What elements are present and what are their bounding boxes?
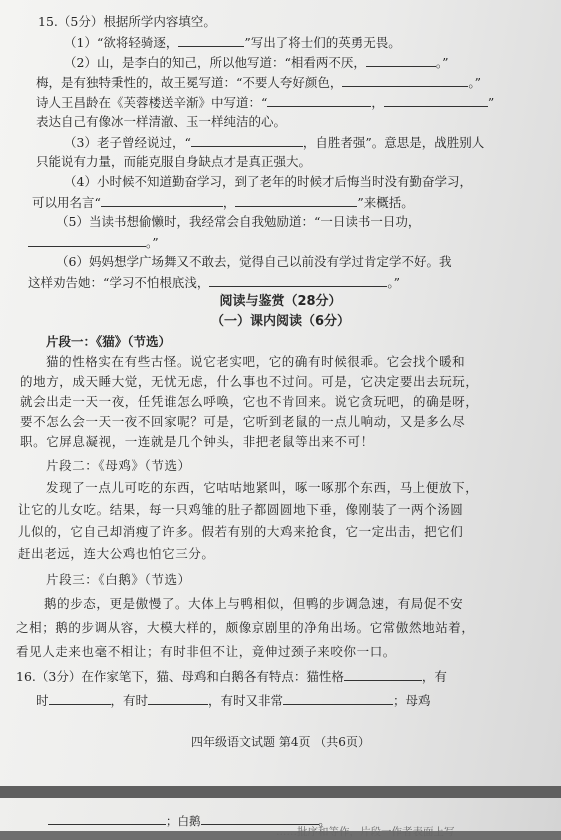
answer-blank xyxy=(209,274,387,287)
answer-blank xyxy=(267,94,371,107)
answer-blank xyxy=(283,692,393,705)
q15-item-5-line2: 。” xyxy=(28,234,159,251)
q16-line1: 16.（3分）在作家笔下，猫、母鸡和白鹅各有特点：猫性格 ，有 xyxy=(16,669,447,684)
fragment-3-line: 鹅的步态，更是傲慢了。大体上与鸭相似，但鸭的步调急速，有局促不安 xyxy=(44,596,464,611)
fragment-1-line: 职。它屏息凝视，一连就是几个钟头，非把老鼠等出来不可！ xyxy=(20,434,374,449)
answer-blank xyxy=(366,54,436,67)
answer-blank xyxy=(28,234,146,247)
q15-item-3-line2: 只能说有力量，而能克服自身缺点才是真正强大。 xyxy=(36,154,312,169)
q15-item-5: （5）当读书想偷懒时，我经常会自我勉励道：“一日读书一日功， xyxy=(56,214,421,229)
answer-blank xyxy=(344,668,422,681)
answer-blank xyxy=(148,692,208,705)
fragment-1-line: 就会出走一天一夜，任凭谁怎么呼唤，它也不肯回来。说它贪玩吧，的确是呀， xyxy=(20,394,479,409)
fragment-3-line: 之相；鹅的步调从容，大模大样的，颇像京剧里的净角出场。它常傲然地站着， xyxy=(16,620,475,635)
fragment-1-line: 的地方，成天睡大觉，无忧无虑，什么事也不过问。可是，它决定要出去玩玩， xyxy=(20,374,479,389)
q15-item-6-line2: 这样劝告她：“学习不怕根底浅， 。” xyxy=(28,275,401,290)
q16-line2: 时 ，有时 ，有时又非常 ；母鸡 xyxy=(36,693,431,708)
answer-blank xyxy=(235,194,357,207)
answer-blank xyxy=(101,194,223,207)
q15-heading: 15.（5分）根据所学内容填空。 xyxy=(38,14,216,29)
next-exam-page xyxy=(0,798,561,838)
fragment-1-line: 要不怎么会一天一夜不回家呢？可是，它听到老鼠的一点儿响动，又是多么尽 xyxy=(20,414,466,429)
answer-blank xyxy=(384,94,488,107)
q15-item-4: （4）小时候不知道勤奋学习，到了老年的时候才后悔当时没有勤奋学习， xyxy=(64,174,472,189)
answer-blank xyxy=(48,812,166,825)
fragment-3-line: 看见人走来也毫不相让；有时非但不让，竟伸过颈子来咬你一口。 xyxy=(16,644,396,659)
q15-item-1: （1）“欲将轻骑逐， ”写出了将士们的英勇无畏。 xyxy=(64,35,401,50)
answer-blank xyxy=(178,34,244,47)
next-page-cut-text: ……批序和等作，片段一作者表面上写 xyxy=(276,826,455,838)
fragment-3-title: 片段三：《白鹅》（节选） xyxy=(46,572,191,587)
answer-blank xyxy=(191,134,303,147)
next-page-partial-line: ；白鹅 。 xyxy=(48,812,330,829)
fragment-1-title: 片段一：《猫》（节选） xyxy=(46,334,172,349)
fragment-2-line: 让它的儿女吃。结果，每一只鸡雏的肚子都圆圆地下垂，像刚装了一两个汤圆 xyxy=(18,502,464,517)
page-gap xyxy=(0,786,561,798)
fragment-2-title: 片段二：《母鸡》（节选） xyxy=(46,458,191,473)
fragment-2-line: 儿似的，它自己却消瘦了许多。假若有别的大鸡来抢食，它一定出击，把它们 xyxy=(18,524,464,539)
q15-item-2-line2: 梅，是有独特秉性的，故王冕写道：“不要人夸好颜色， 。” xyxy=(36,75,482,90)
answer-blank xyxy=(342,74,468,87)
page-footer: 四年级语文试题 第4页 （共6页） xyxy=(191,735,370,749)
fragment-1-line: 猫的性格实在有些古怪。说它老实吧，它的确有时候很乖。它会找个暖和 xyxy=(46,354,466,369)
q15-item-2-line3: 诗人王昌龄在《芙蓉楼送辛渐》中写道：“ ， ” xyxy=(36,95,495,110)
q15-item-4-line2: 可以用名言“ ， ”来概括。 xyxy=(32,195,414,210)
q15-item-2: （2）山，是李白的知己，所以他写道：“相看两不厌， 。” xyxy=(64,55,449,70)
fragment-2-line: 发现了一点儿可吃的东西，它咕咕地紧叫，啄一啄那个东西，马上便放下， xyxy=(46,480,479,495)
q15-item-6: （6）妈妈想学广场舞又不敢去，觉得自己以前没有学过肯定学不好。我 xyxy=(56,254,452,269)
q15-item-3: （3）老子曾经说过，“ ，自胜者强”。意思是，战胜别人 xyxy=(64,135,485,150)
q15-item-2-line4: 表达自己有像冰一样清澈、玉一样纯洁的心。 xyxy=(36,114,287,129)
section-title: 阅读与鉴赏（28分） xyxy=(219,294,342,309)
section-subtitle: （一）课内阅读（6分） xyxy=(210,314,351,329)
answer-blank xyxy=(49,692,111,705)
fragment-2-line: 赶出老远，连大公鸡也怕它三分。 xyxy=(18,546,215,561)
